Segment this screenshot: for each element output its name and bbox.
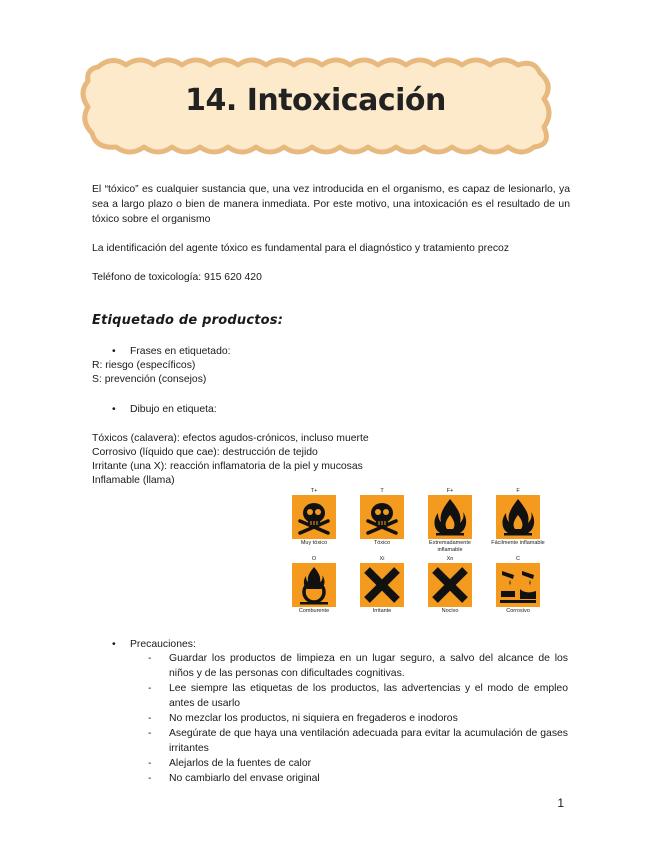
x-cross-icon — [428, 563, 472, 607]
pictogram-name: Nocivo — [441, 608, 459, 614]
pictogram-name: Extremadamente inflamable — [429, 540, 471, 553]
list-item: - Guardar los productos de limpieza en un lugar seguro, a salvo del alcance de los niños y de las personas con dificultades cognitivas. — [148, 653, 568, 679]
pictogram-muy-toxico — [280, 487, 348, 547]
pictogram-code: T+ — [310, 488, 318, 494]
list-item: - No mezclar los productos, ni siquiera en fregaderos e inodoros — [148, 713, 458, 724]
title-banner — [78, 55, 553, 155]
dibujo-line: Irritante (una X): reacción inflamatoria de la piel y mucosas — [92, 461, 363, 472]
pictogram-code: Xn — [446, 556, 454, 562]
bullet-frases — [112, 344, 231, 359]
pictogram-irritante — [348, 555, 416, 615]
pictogram-extremadamente-inflamable — [416, 487, 484, 554]
flame-over-circle-icon — [292, 563, 336, 607]
list-item: - No cambiarlo del envase original — [148, 773, 320, 784]
list-item: - Lee siempre las etiquetas de los productos, las advertencias y el modo de empleo antes de usarlo — [148, 683, 568, 709]
pictogram-name: Irritante — [372, 608, 392, 614]
frase-line: R: riesgo (específicos) — [92, 360, 196, 371]
corrosion-icon — [496, 563, 540, 607]
pictogram-code: F — [516, 488, 520, 494]
dibujo-line: Inflamable (llama) — [92, 475, 175, 486]
precaucion-text: No mezclar los productos, ni siquiera en fregaderos e inodoros — [169, 713, 458, 724]
skull-icon — [292, 495, 336, 539]
hazard-pictograms — [280, 487, 552, 622]
pictogram-name: Fácilmente inflamable — [491, 540, 545, 546]
bullet-label: Precauciones: — [130, 639, 196, 650]
frase-line: S: prevención (consejos) — [92, 374, 207, 385]
pictogram-comburente — [280, 555, 348, 615]
precaucion-text: Asegúrate de que haya una ventilación adecuada para evitar la acumulación de gases irritantes — [169, 728, 568, 754]
pictogram-code: O — [311, 556, 317, 562]
bullet-label: Frases en etiquetado: — [130, 346, 231, 357]
precaucion-text: No cambiarlo del envase original — [169, 773, 320, 784]
bullet-dot: • — [112, 404, 116, 415]
bullet-dibujo — [112, 402, 217, 417]
bullet-label: Dibujo en etiqueta: — [130, 404, 217, 415]
list-item: - Asegúrate de que haya una ventilación adecuada para evitar la acumulación de gases irritantes — [148, 728, 568, 754]
pictogram-code: C — [516, 556, 520, 562]
precauciones-list — [148, 651, 568, 786]
dibujo-line: Tóxicos (calavera): efectos agudos-crónicos, incluso muerte — [92, 433, 369, 444]
page-title: 14. Intoxicación — [185, 83, 446, 118]
pictogram-nocivo — [416, 555, 484, 615]
pictogram-code: Xi — [379, 556, 385, 562]
pictogram-facilmente-inflamable — [484, 487, 552, 547]
list-item: - Alejarlos de la fuentes de calor — [148, 758, 312, 769]
flame-icon — [428, 495, 472, 539]
precaucion-text: Guardar los productos de limpieza en un lugar seguro, a salvo del alcance de los niños y de las personas con dificultades cognitivas. — [169, 653, 568, 679]
pictogram-name: Tóxico — [373, 540, 391, 546]
pictogram-corrosivo — [484, 555, 552, 615]
identification-paragraph: La identificación del agente tóxico es fundamental para el diagnóstico y tratamiento precoz — [92, 243, 510, 254]
pictogram-name: Corrosivo — [506, 608, 530, 614]
pictogram-name: Comburente — [298, 608, 330, 614]
pictogram-code: T — [380, 488, 384, 494]
section-title: Etiquetado de productos: — [92, 313, 284, 328]
pictogram-code: F+ — [446, 488, 454, 494]
skull-icon — [360, 495, 404, 539]
pictogram-toxico — [348, 487, 416, 547]
intro-paragraph: El “tóxico” es cualquier sustancia que, una vez introducida en el organismo, es capaz de lesionarlo, ya sea a largo plazo o bien de manera inmediata. Por este motivo, una intoxicación es el resultado de un tóxico sobre el organismo — [92, 184, 570, 225]
precaucion-text: Alejarlos de la fuentes de calor — [169, 758, 312, 769]
precaucion-text: Lee siempre las etiquetas de los productos, las advertencias y el modo de empleo antes de usarlo — [169, 683, 568, 709]
x-cross-icon — [360, 563, 404, 607]
dibujo-line: Corrosivo (líquido que cae): destrucción de tejido — [92, 447, 318, 458]
page-number: 1 — [557, 796, 564, 810]
pictogram-name: Muy tóxico — [300, 540, 328, 546]
flame-icon — [496, 495, 540, 539]
phone-paragraph: Teléfono de toxicología: 915 620 420 — [92, 272, 262, 283]
bullet-precauciones — [112, 637, 196, 652]
bullet-dot: • — [112, 639, 116, 650]
bullet-dot: • — [112, 346, 116, 357]
